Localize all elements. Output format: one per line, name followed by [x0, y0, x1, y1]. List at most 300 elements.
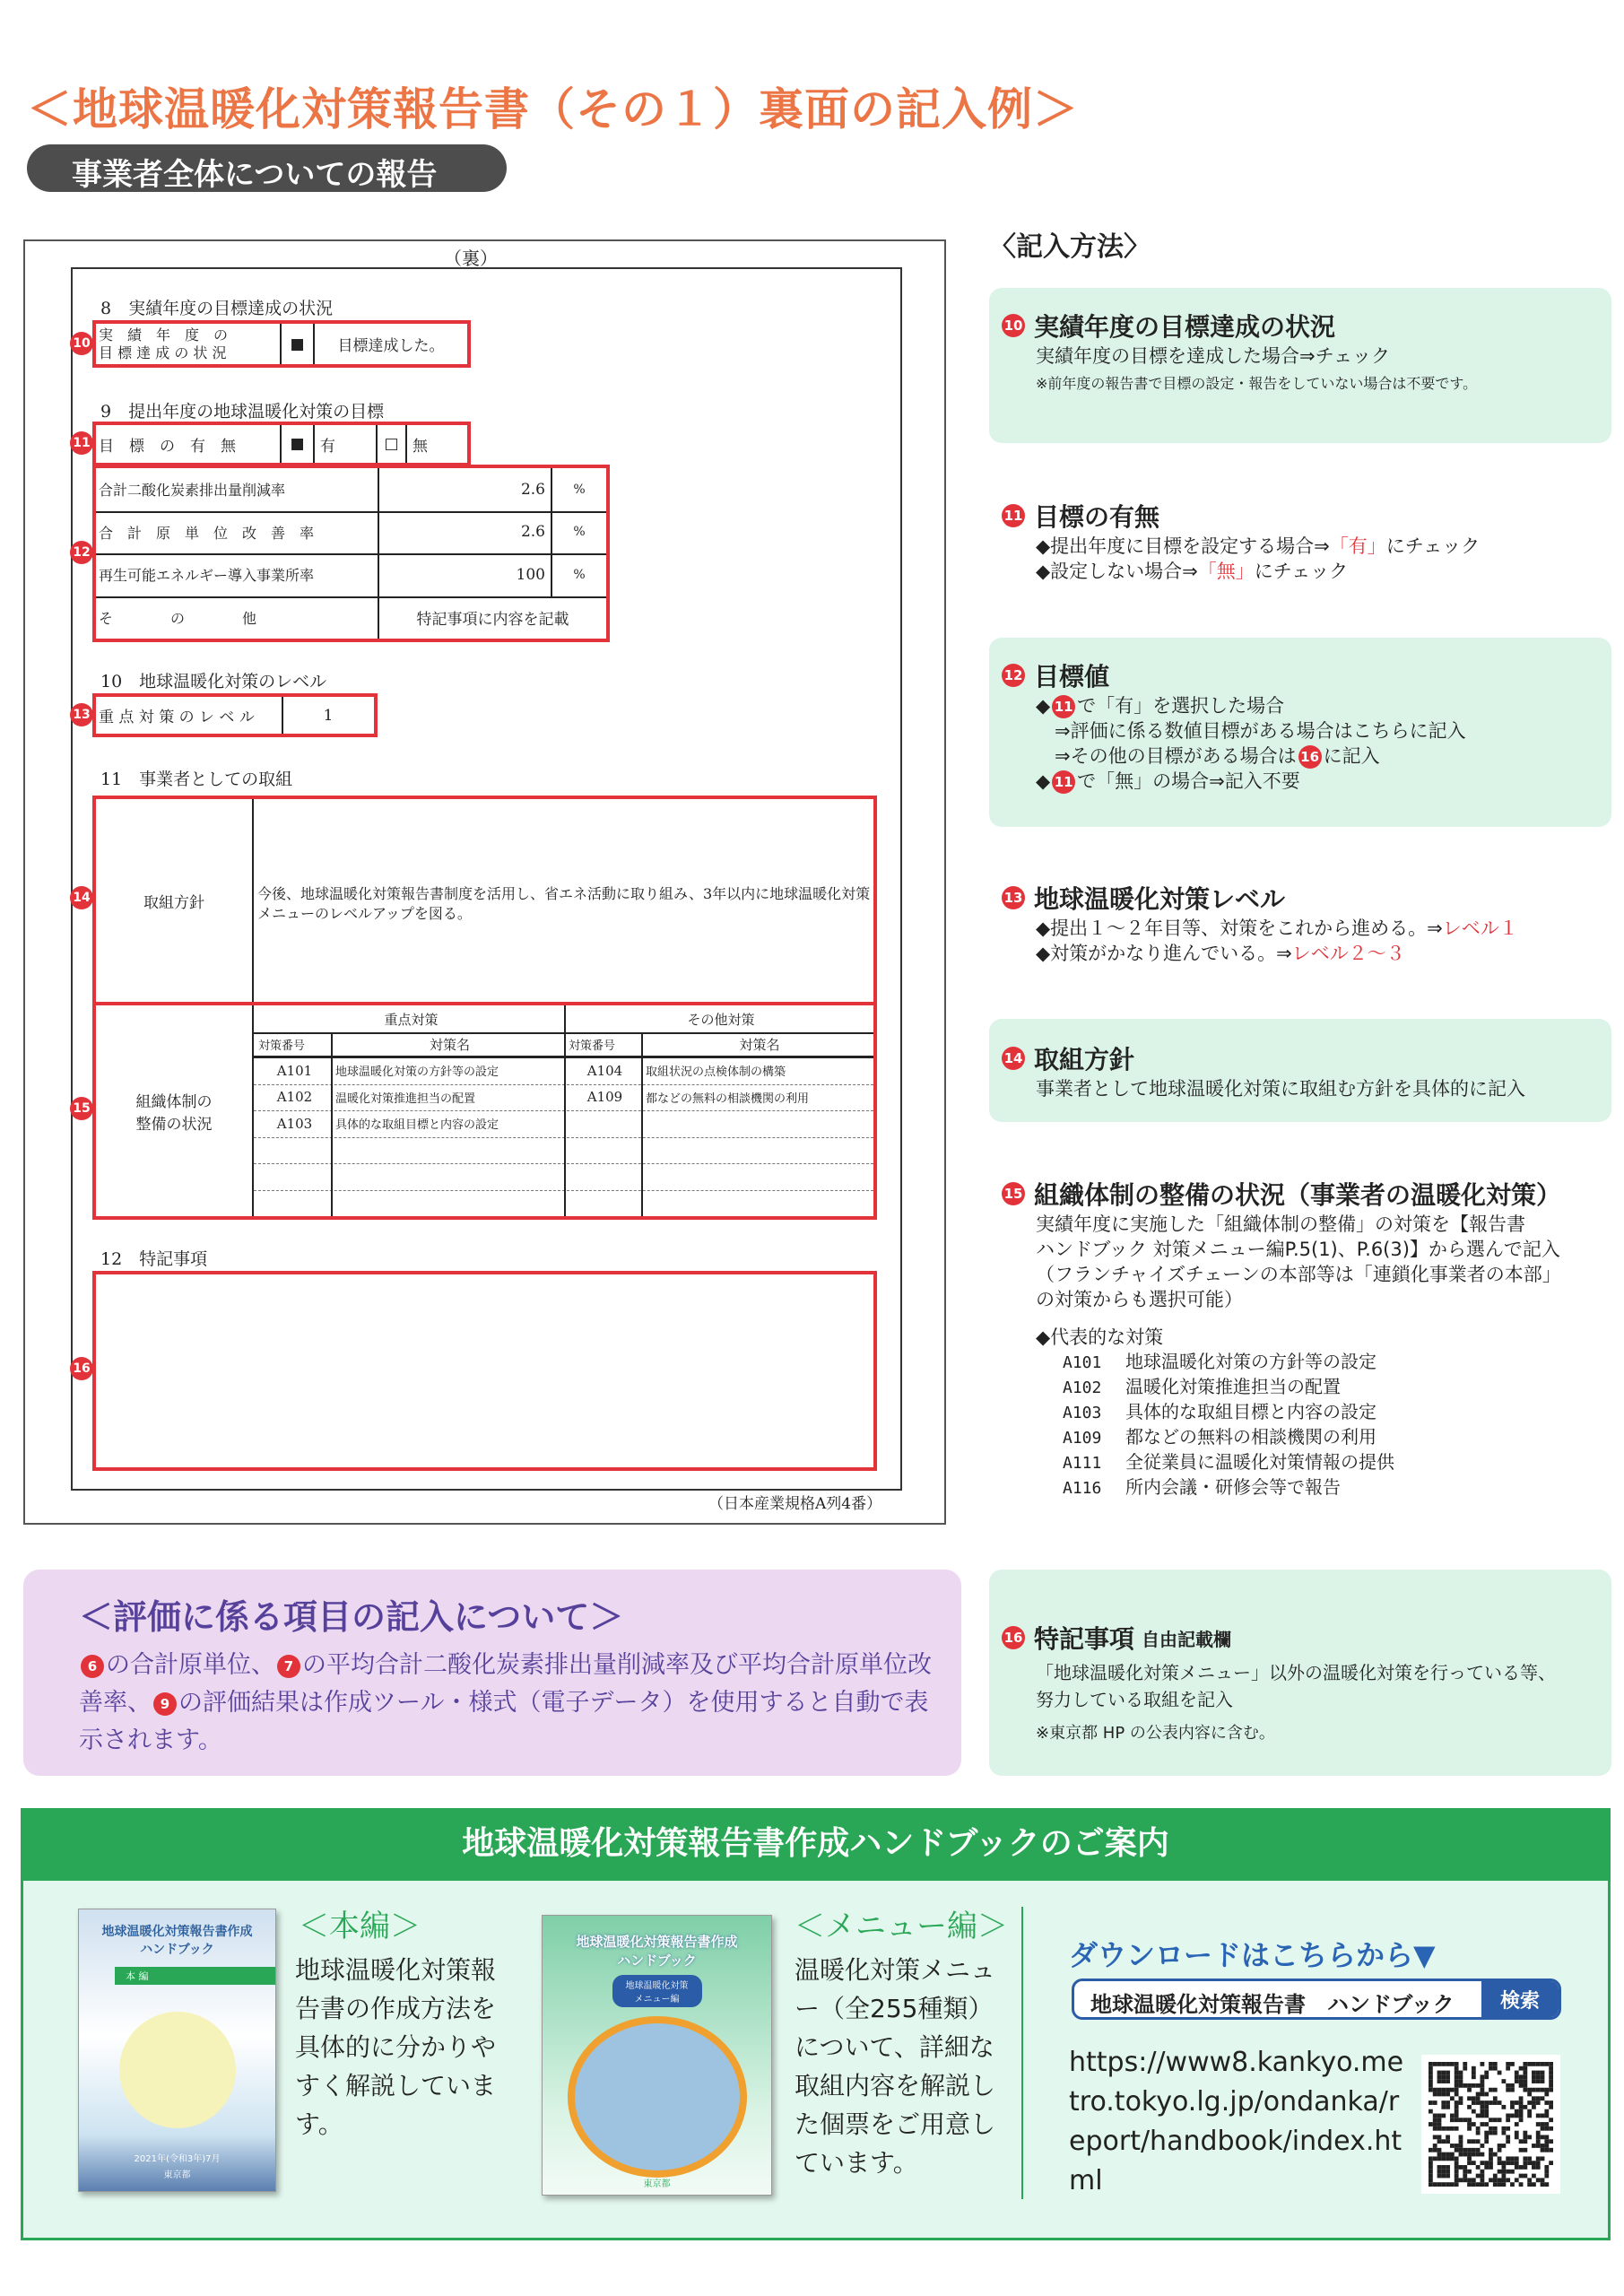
qr-module	[1549, 2088, 1553, 2092]
qr-module	[1446, 2105, 1450, 2109]
qr-module	[1450, 2114, 1455, 2118]
measure-no	[564, 1137, 641, 1163]
qr-module	[1544, 2062, 1549, 2066]
qr-module	[1481, 2062, 1485, 2066]
qr-module	[1455, 2182, 1459, 2187]
qr-module	[1484, 2161, 1489, 2165]
text-segment: で「無」の場合⇒記入不要	[1077, 770, 1300, 792]
qr-module	[1498, 2118, 1502, 2122]
qr-module	[1450, 2126, 1455, 2131]
qr-module	[1437, 2118, 1442, 2122]
qr-module	[1472, 2074, 1476, 2079]
qr-module	[1441, 2074, 1446, 2079]
badge-11: 11	[70, 431, 93, 455]
measure-name: 地球温暖化対策の方針等の設定	[1125, 1351, 1376, 1372]
main-cover-title: 地球温暖化対策報告書作成 ハンドブック	[101, 1925, 253, 1957]
qr-module	[1446, 2062, 1450, 2066]
qr-module	[1532, 2105, 1536, 2109]
qr-module	[1450, 2156, 1455, 2161]
qr-module	[1532, 2096, 1536, 2100]
measure-no	[564, 1163, 641, 1189]
howto-title-text: 実績年度の目標達成の状況	[1034, 312, 1336, 342]
qr-module	[1489, 2156, 1493, 2161]
qr-module	[1484, 2131, 1489, 2135]
measure-name: 取組状況の点検体制の構築	[646, 1065, 786, 1079]
qr-module	[1498, 2148, 1502, 2152]
text-segment: ◆提出年度に目標を設定する場合⇒	[1036, 535, 1330, 557]
qr-module	[1455, 2074, 1459, 2079]
policy-text: 今後、地球温暖化対策報告書制度を活用し、省エネ活動に取り組み、3年以内に地球温暖化対策メニューのレベルアップを図る。	[257, 885, 871, 922]
qr-module	[1446, 2074, 1450, 2079]
measure-code: A109	[1063, 1429, 1102, 1448]
qr-module	[1493, 2062, 1498, 2066]
badge-14: 14	[70, 886, 93, 909]
qr-module	[1450, 2096, 1455, 2100]
howto-line	[1036, 559, 1610, 584]
qr-module	[1519, 2165, 1524, 2170]
qr-module	[1429, 2170, 1433, 2174]
qr-module	[1506, 2178, 1510, 2182]
special-title: 特記事項	[1034, 1624, 1135, 1654]
qr-module	[1544, 2148, 1549, 2152]
text-segment: にチェック	[1254, 561, 1349, 582]
qr-module	[1476, 2096, 1481, 2100]
level-value: 1	[323, 706, 334, 725]
qr-module	[1523, 2079, 1527, 2083]
qr-module	[1455, 2174, 1459, 2179]
measure-code-item	[1063, 1425, 1610, 1450]
qr-module	[1463, 2174, 1467, 2179]
qr-module	[1544, 2174, 1549, 2179]
qr-module	[1498, 2161, 1502, 2165]
qr-module	[1481, 2083, 1485, 2088]
qr-module	[1441, 2174, 1446, 2179]
qr-module	[1455, 2144, 1459, 2148]
qr-module	[1536, 2178, 1541, 2182]
col-name-header: 対策名	[429, 1036, 470, 1053]
qr-module	[1549, 2100, 1553, 2105]
search-button[interactable]: 検索	[1481, 1981, 1559, 2017]
search-query[interactable]: 地球温暖化対策報告書 ハンドブック	[1090, 1992, 1455, 2017]
special-subtitle: 自由記載欄	[1142, 1628, 1232, 1650]
qr-module	[1441, 2139, 1446, 2144]
text-segment: レベル１	[1442, 918, 1518, 939]
qr-module	[1536, 2122, 1541, 2126]
qr-module	[1493, 2182, 1498, 2187]
qr-module	[1437, 2079, 1442, 2083]
qr-module	[1437, 2174, 1442, 2179]
qr-module	[1523, 2135, 1527, 2139]
qr-module	[1484, 2135, 1489, 2139]
qr-module	[1481, 2074, 1485, 2079]
qr-module	[1489, 2131, 1493, 2135]
howto-item-10	[1000, 308, 1610, 393]
qr-module	[1532, 2161, 1536, 2165]
qr-module	[1459, 2148, 1463, 2152]
qr-module	[1498, 2178, 1502, 2182]
howto-line	[1036, 1212, 1610, 1237]
badge-10-icon: 10	[1002, 314, 1025, 337]
qr-module	[1467, 2178, 1472, 2182]
qr-module	[1527, 2161, 1532, 2165]
qr-module	[1429, 2161, 1433, 2165]
howto-item-title	[1000, 880, 1610, 916]
howto-item-title	[1000, 657, 1610, 693]
qr-module	[1519, 2118, 1524, 2122]
text-segment: 「無」	[1197, 561, 1255, 582]
qr-module	[1544, 2092, 1549, 2097]
howto-item-11	[1000, 498, 1610, 584]
qr-module	[1437, 2122, 1442, 2126]
qr-module	[1437, 2114, 1442, 2118]
qr-module	[1455, 2092, 1459, 2097]
text-segment: の合計原単位、	[106, 1651, 275, 1679]
qr-module	[1484, 2182, 1489, 2187]
qr-module	[1544, 2122, 1549, 2126]
measure-code: A102	[1063, 1378, 1102, 1397]
form-footer-note: （日本産業規格A列4番）	[708, 1495, 882, 1513]
measure-name: 温暖化対策推進担当の配置	[335, 1091, 476, 1106]
qr-module	[1541, 2148, 1545, 2152]
qr-module	[1446, 2174, 1450, 2179]
col-divider	[331, 1032, 333, 1216]
col-divider	[564, 1005, 566, 1216]
measure-name	[331, 1137, 564, 1163]
qr-module	[1544, 2170, 1549, 2174]
howto-line	[1036, 344, 1610, 369]
qr-module	[1493, 2096, 1498, 2100]
special-notes-field[interactable]	[92, 1271, 877, 1471]
qr-module	[1481, 2152, 1485, 2157]
section-10-label: 10 地球温暖化対策のレベル	[100, 672, 327, 691]
qr-module	[1467, 2088, 1472, 2092]
measure-name: 都などの無料の相談機関の利用	[1125, 1426, 1376, 1448]
qr-module	[1523, 2066, 1527, 2071]
howto-line	[1036, 941, 1610, 966]
qr-module	[1472, 2096, 1476, 2100]
qr-module	[1484, 2105, 1489, 2109]
city-illustration-icon	[568, 2016, 747, 2178]
qr-module	[1481, 2105, 1485, 2109]
section-9-label: 9 提出年度の地球温暖化対策の目標	[100, 402, 385, 422]
qr-module	[1437, 2092, 1442, 2097]
measure-no: A103	[276, 1115, 313, 1132]
measure-name: 全従業員に温暖化対策情報の提供	[1125, 1451, 1394, 1473]
achievement-label-2: 目 標 達 成 の 状 況	[99, 344, 227, 361]
qr-module	[1455, 2071, 1459, 2075]
qr-module	[1429, 2148, 1433, 2152]
measure-name	[331, 1190, 564, 1216]
qr-module	[1489, 2165, 1493, 2170]
measure-name	[641, 1110, 873, 1136]
menu-cover-image[interactable]	[542, 1915, 772, 2196]
qr-module	[1472, 2148, 1476, 2152]
qr-module	[1481, 2109, 1485, 2114]
qr-module	[1527, 2062, 1532, 2066]
qr-module	[1519, 2148, 1524, 2152]
qr-module	[1429, 2174, 1433, 2179]
qr-module	[1459, 2165, 1463, 2170]
qr-module	[1459, 2178, 1463, 2182]
howto-note: ※前年度の報告書で目標の設定・報告をしていない場合は不要です。	[1036, 375, 1478, 392]
qr-module	[1467, 2126, 1472, 2131]
qr-module	[1519, 2109, 1524, 2114]
qr-module	[1437, 2148, 1442, 2152]
qr-module	[1450, 2118, 1455, 2122]
qr-module	[1446, 2100, 1450, 2105]
qr-module	[1536, 2096, 1541, 2100]
measure-code-item	[1063, 1450, 1610, 1475]
qr-module	[1484, 2074, 1489, 2079]
howto-item-title	[1000, 498, 1610, 534]
qr-module	[1437, 2139, 1442, 2144]
qr-module	[1429, 2109, 1433, 2114]
qr-module	[1484, 2139, 1489, 2144]
howto-item-13	[1000, 880, 1610, 966]
search-box[interactable]	[1072, 1979, 1561, 2020]
qr-module	[1489, 2118, 1493, 2122]
qr-module	[1433, 2126, 1437, 2131]
qr-module	[1541, 2182, 1545, 2187]
qr-module	[1506, 2114, 1510, 2118]
measure-no: A102	[276, 1089, 313, 1105]
qr-module	[1429, 2071, 1433, 2075]
qr-module	[1463, 2118, 1467, 2122]
qr-module	[1498, 2156, 1502, 2161]
qr-module	[1549, 2148, 1553, 2152]
qr-module	[1523, 2148, 1527, 2152]
qr-module	[1501, 2131, 1506, 2135]
qr-module	[1536, 2144, 1541, 2148]
achievement-checkbox[interactable]: ■	[282, 324, 315, 364]
qr-module	[1501, 2170, 1506, 2174]
qr-module	[1515, 2161, 1519, 2165]
qr-module	[1481, 2079, 1485, 2083]
qr-module	[1527, 2088, 1532, 2092]
rate-unit: %	[573, 567, 586, 582]
handbook-header: 地球温暖化対策報告書作成ハンドブックのご案内	[23, 1811, 1608, 1881]
qr-module	[1472, 2161, 1476, 2165]
qr-module	[1523, 2165, 1527, 2170]
howto-title-text: 組織体制の整備の状況（事業者の温暖化対策）	[1034, 1180, 1562, 1210]
qr-module	[1493, 2174, 1498, 2179]
qr-module	[1510, 2105, 1515, 2109]
qr-module	[1536, 2062, 1541, 2066]
qr-module	[1544, 2088, 1549, 2092]
rate-value: 2.6	[379, 511, 552, 554]
level-label: 重 点 対 策 の レ ベ ル	[96, 697, 283, 734]
qr-module	[1437, 2165, 1442, 2170]
qr-module	[1501, 2182, 1506, 2187]
qr-module	[1510, 2156, 1515, 2161]
qr-module	[1472, 2182, 1476, 2187]
qr-module	[1455, 2083, 1459, 2088]
qr-module	[1506, 2170, 1510, 2174]
measure-no	[254, 1137, 331, 1163]
qr-module	[1433, 2100, 1437, 2105]
qr-module	[1433, 2156, 1437, 2161]
qr-module	[1510, 2083, 1515, 2088]
qr-module	[1523, 2174, 1527, 2179]
group-priority-header: 重点対策	[384, 1011, 439, 1028]
qr-module	[1501, 2161, 1506, 2165]
main-description: 地球温暖化対策報告書の作成方法を具体的に分かりやすく解説しています。	[295, 1955, 497, 2139]
qr-module	[1455, 2066, 1459, 2071]
main-cover-date: 2021年(令和3年)7月	[134, 2154, 221, 2164]
qr-module	[1476, 2148, 1481, 2152]
qr-module	[1510, 2114, 1515, 2118]
measure-code: A103	[1063, 1404, 1102, 1422]
qr-module	[1519, 2074, 1524, 2079]
target-rates-table	[92, 465, 610, 642]
qr-module	[1463, 2152, 1467, 2157]
badge-13-icon: 13	[1002, 886, 1025, 909]
qr-module	[1429, 2122, 1433, 2126]
qr-module	[1536, 2161, 1541, 2165]
qr-module	[1536, 2088, 1541, 2092]
rate-label: 合計二酸化炭素排出量削減率	[96, 468, 379, 511]
illustration-icon	[119, 2012, 236, 2128]
qr-module	[1446, 2165, 1450, 2170]
qr-module	[1459, 2118, 1463, 2122]
howto-line	[1036, 534, 1610, 559]
qr-module	[1484, 2114, 1489, 2118]
qr-module	[1459, 2074, 1463, 2079]
qr-module	[1429, 2079, 1433, 2083]
qr-module	[1472, 2109, 1476, 2114]
main-cover-image[interactable]	[78, 1909, 276, 2192]
qr-module	[1429, 2182, 1433, 2187]
qr-module	[1501, 2079, 1506, 2083]
qr-module	[1541, 2114, 1545, 2118]
qr-module	[1519, 2096, 1524, 2100]
qr-module	[1549, 2118, 1553, 2122]
qr-module	[1536, 2135, 1541, 2139]
qr-module	[1489, 2148, 1493, 2152]
qr-module	[1467, 2148, 1472, 2152]
qr-module	[1515, 2109, 1519, 2114]
badge-10: 10	[70, 332, 93, 355]
qr-code-icon[interactable]	[1421, 2055, 1560, 2194]
qr-module	[1459, 2139, 1463, 2144]
handbook-url[interactable]: https://www8.kankyo.metro.tokyo.lg.jp/ondanka/report/handbook/index.html	[1069, 2047, 1404, 2196]
target-no-checkbox[interactable]: □	[378, 425, 407, 463]
qr-module	[1446, 2152, 1450, 2157]
measure-name	[641, 1190, 873, 1216]
qr-module	[1472, 2066, 1476, 2071]
badge-icon: 9	[153, 1692, 177, 1716]
qr-module	[1429, 2156, 1433, 2161]
qr-module	[1549, 2066, 1553, 2071]
qr-module	[1467, 2152, 1472, 2157]
target-yes-checkbox[interactable]: ■	[282, 425, 315, 463]
policy-label: 取組方針	[96, 799, 254, 1002]
qr-module	[1523, 2156, 1527, 2161]
qr-module	[1446, 2156, 1450, 2161]
qr-module	[1459, 2100, 1463, 2105]
qr-module	[1433, 2148, 1437, 2152]
qr-module	[1455, 2161, 1459, 2165]
qr-module	[1523, 2088, 1527, 2092]
qr-module	[1429, 2083, 1433, 2088]
target-box	[92, 422, 471, 466]
qr-module	[1519, 2066, 1524, 2071]
qr-module	[1441, 2170, 1446, 2174]
qr-module	[1433, 2118, 1437, 2122]
qr-module	[1493, 2088, 1498, 2092]
section-pill: 事業者全体についての報告	[27, 144, 507, 192]
qr-module	[1476, 2126, 1481, 2131]
qr-module	[1493, 2066, 1498, 2071]
howto-line	[1036, 693, 1610, 718]
measure-name	[641, 1137, 873, 1163]
qr-module	[1446, 2126, 1450, 2131]
qr-module	[1544, 2126, 1549, 2131]
rate-label: そ の 他	[96, 596, 379, 639]
evaluation-title: ＜評価に係る項目の記入について＞	[79, 1597, 624, 1637]
qr-module	[1544, 2135, 1549, 2139]
qr-module	[1536, 2165, 1541, 2170]
qr-module	[1544, 2114, 1549, 2118]
measure-name: 温暖化対策推進担当の配置	[1125, 1376, 1341, 1397]
qr-module	[1515, 2100, 1519, 2105]
howto-item-title	[1000, 1040, 1610, 1076]
qr-module	[1463, 2178, 1467, 2182]
qr-module	[1433, 2122, 1437, 2126]
qr-module	[1506, 2135, 1510, 2139]
qr-module	[1472, 2178, 1476, 2182]
qr-module	[1506, 2161, 1510, 2165]
qr-module	[1437, 2135, 1442, 2139]
menu-cover-band: 地球温暖化対策 メニュー編	[612, 1975, 702, 2007]
qr-module	[1472, 2122, 1476, 2126]
qr-module	[1541, 2079, 1545, 2083]
qr-module	[1481, 2161, 1485, 2165]
qr-module	[1472, 2083, 1476, 2088]
qr-module	[1481, 2100, 1485, 2105]
qr-module	[1549, 2071, 1553, 2075]
qr-module	[1510, 2062, 1515, 2066]
org-structure-table	[92, 1002, 877, 1220]
qr-module	[1472, 2100, 1476, 2105]
qr-module	[1506, 2083, 1510, 2088]
special-note: ※東京都 HP の公表内容に含む。	[1036, 1724, 1275, 1743]
qr-module	[1489, 2152, 1493, 2157]
qr-module	[1484, 2100, 1489, 2105]
qr-module	[1455, 2105, 1459, 2109]
qr-module	[1549, 2083, 1553, 2088]
measure-no	[254, 1163, 331, 1189]
qr-module	[1510, 2088, 1515, 2092]
badge-16-icon: 16	[1002, 1626, 1025, 1649]
qr-module	[1463, 2170, 1467, 2174]
rate-value: 特記事項に内容を記載	[416, 610, 569, 629]
qr-module	[1519, 2105, 1524, 2109]
qr-module	[1515, 2131, 1519, 2135]
badge-12: 12	[70, 541, 93, 564]
section-12-label: 12 特記事項	[100, 1249, 208, 1269]
qr-module	[1541, 2062, 1545, 2066]
measure-no	[564, 1110, 641, 1136]
qr-module	[1527, 2178, 1532, 2182]
qr-module	[1433, 2092, 1437, 2097]
qr-module	[1544, 2144, 1549, 2148]
qr-module	[1515, 2114, 1519, 2118]
qr-module	[1455, 2088, 1459, 2092]
qr-module	[1536, 2114, 1541, 2118]
qr-module	[1515, 2079, 1519, 2083]
text-segment: 実績年度の目標を達成した場合⇒チェック	[1036, 345, 1390, 367]
